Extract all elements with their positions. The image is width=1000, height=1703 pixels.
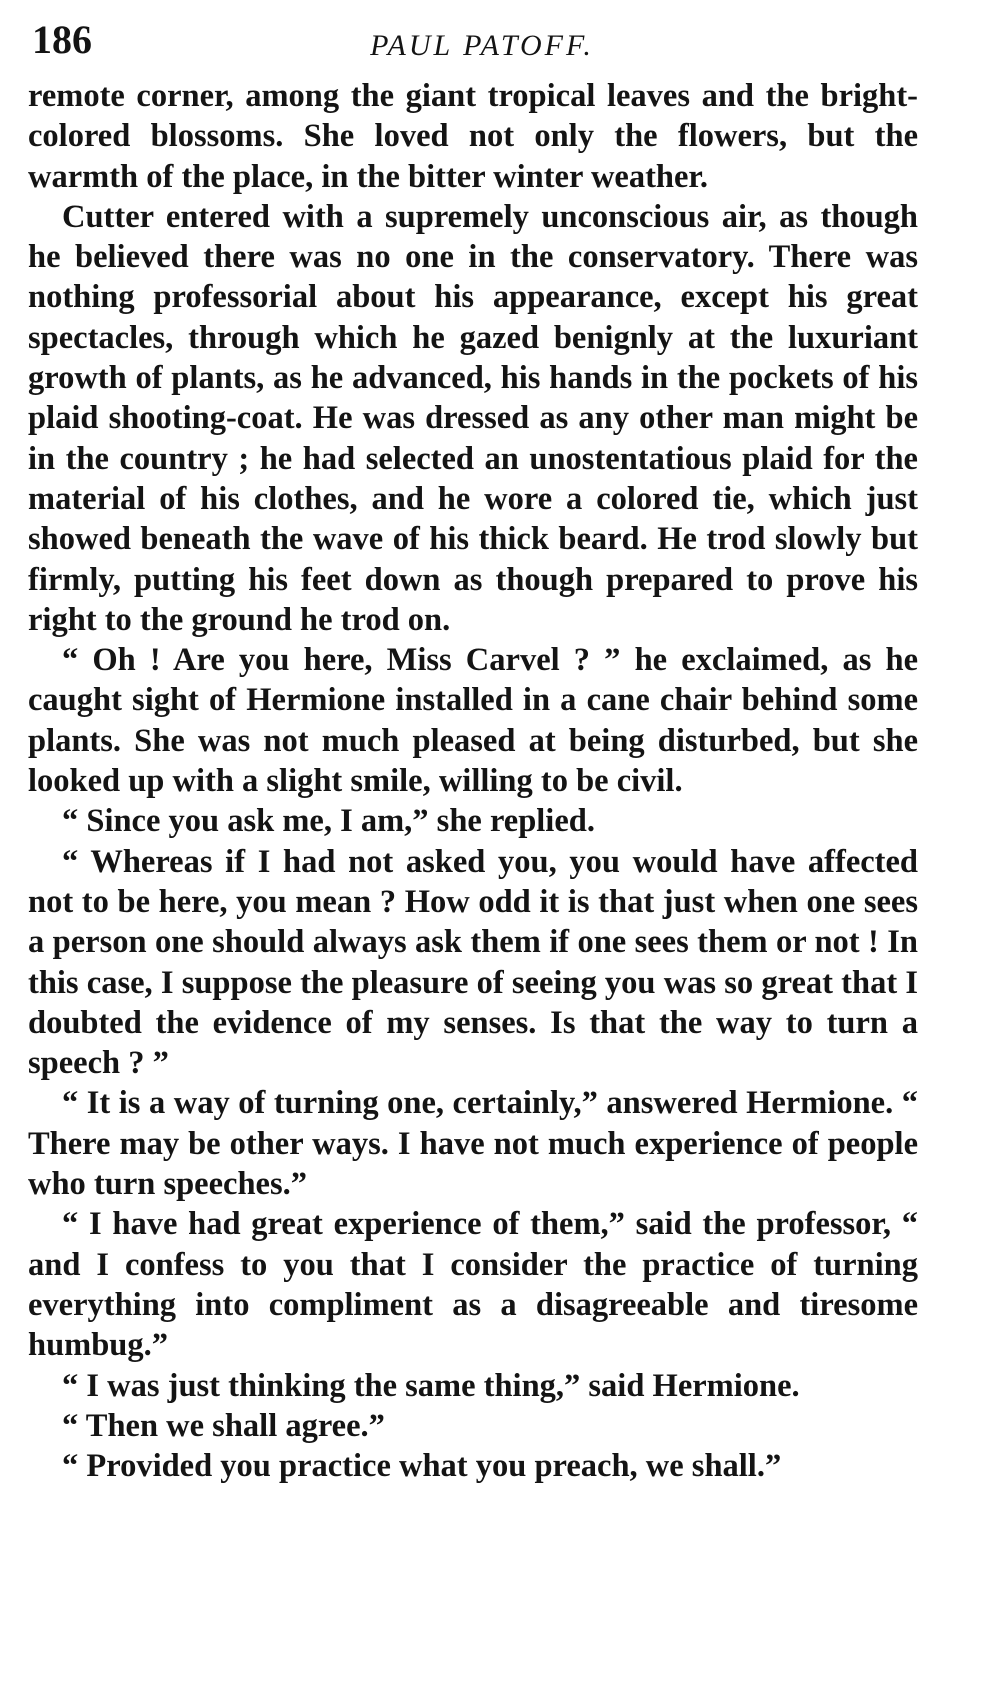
running-head: PAUL PATOFF. bbox=[370, 29, 594, 62]
paragraph-dialogue: “ It is a way of turning one, certainly,” answered Hermione. “ There may be other ways. I have not much experience of people who turn speeches.” bbox=[28, 1085, 918, 1203]
paragraph-cutter-enters: Cutter entered with a supremely unconscious air, as though he believed there was no one in the conservatory. There was nothing professorial about his appearance, except his great spectacles, through which he gazed benignly at the luxuriant growth of plants, as he advanced, his hands in the pockets of his plaid shooting-coat. He was dressed as any other man might be in the country ; he had selected an unostentatious plaid for the material of his clothes, and he wore a colored tie, which just showed beneath the wave of his thick beard. He trod slowly but firmly, putting his feet down as though prepared to prove his right to the ground he trod on. bbox=[28, 198, 918, 638]
paragraph-dialogue: “ Then we shall agree.” bbox=[62, 1407, 385, 1444]
paragraph-continued: remote corner, among the giant tropical leaves and the bright-colored blossoms. She loved not only the flowers, but the warmth of the place, in the bitter winter weather. bbox=[28, 78, 918, 195]
body-text bbox=[28, 76, 918, 1486]
paragraph-dialogue: “ Whereas if I had not asked you, you would have affected not to be here, you mean ? How odd it is that just when one sees a person one should always ask them if one sees them or not ! In this case, I suppose the pleasure of seeing you was so great that I doubted the evidence of my senses. Is that the way to turn a speech ? ” bbox=[28, 843, 918, 1082]
paragraph-dialogue: “ Provided you practice what you preach, we shall.” bbox=[62, 1448, 782, 1485]
page-header bbox=[32, 12, 932, 68]
paragraph-dialogue: “ I have had great experience of them,” said the professor, “ and I confess to you that I consider the practice of turning everything into compliment as a disagreeable and tiresome humbug.” bbox=[28, 1206, 918, 1364]
paragraph-dialogue: “ Oh ! Are you here, Miss Carvel ? ” he exclaimed, as he caught sight of Hermione installed in a cane chair behind some plants. She was not much pleased at being disturbed, but she looked up with a slight smile, willing to be civil. bbox=[28, 642, 918, 800]
paragraph-dialogue: “ I was just thinking the same thing,” said Hermione. bbox=[62, 1367, 800, 1404]
page-number: 186 bbox=[32, 17, 92, 62]
paragraph-dialogue: “ Since you ask me, I am,” she replied. bbox=[62, 803, 595, 840]
